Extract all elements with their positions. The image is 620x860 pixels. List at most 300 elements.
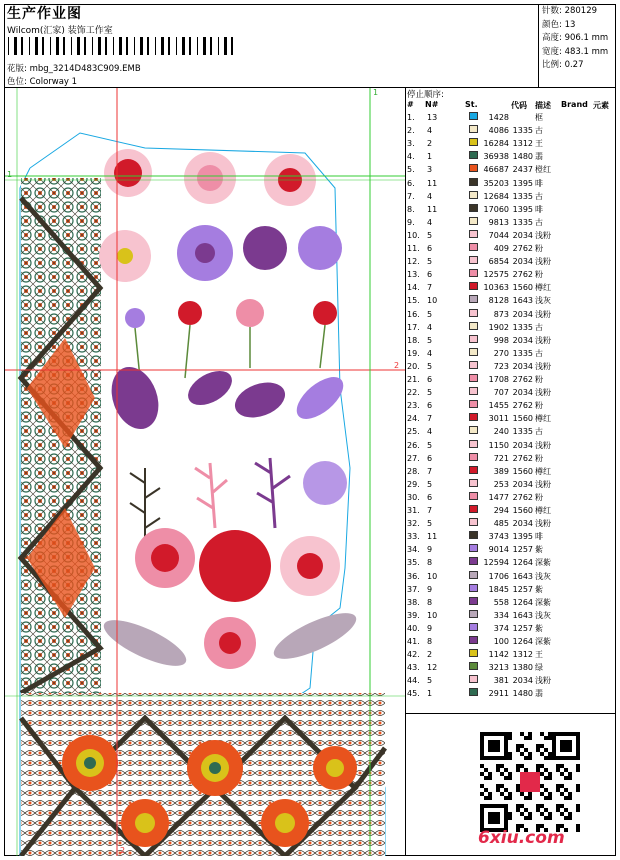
stop-index: 28. <box>407 466 420 476</box>
stop-row <box>407 531 615 542</box>
thread-desc: 古 <box>535 348 543 358</box>
stop-index: 1. <box>407 113 415 122</box>
color-swatch <box>469 374 478 382</box>
stop-row <box>407 505 615 516</box>
needle-number: 3 <box>427 165 433 175</box>
thread-code: 2762 <box>512 492 533 502</box>
stop-row <box>407 204 615 215</box>
stop-index: 20. <box>407 361 420 371</box>
thread-code: 2762 <box>512 375 533 384</box>
stitch-count: 12684 <box>483 191 509 201</box>
page-title: 生产作业图 <box>7 6 82 22</box>
stop-index: 45. <box>407 689 420 699</box>
stop-index: 14. <box>407 283 420 293</box>
color-swatch <box>469 361 478 369</box>
stitch-count: 294 <box>493 506 509 515</box>
needle-number: 13 <box>427 113 438 122</box>
needle-number: 5 <box>427 309 433 319</box>
stitch-count: 7044 <box>488 230 509 240</box>
design-scale: 比例: 0.27 <box>542 60 584 70</box>
thread-desc: 古 <box>535 126 543 136</box>
stitch-count: 12575 <box>483 270 509 280</box>
thread-code: 2762 <box>512 270 533 280</box>
stop-index: 4. <box>407 152 415 162</box>
color-swatch <box>469 256 478 264</box>
thread-desc: 啡 <box>535 204 543 214</box>
thread-code: 1264 <box>512 558 533 568</box>
needle-number: 5 <box>427 257 433 267</box>
thread-desc: 樽红 <box>535 414 551 424</box>
stops-title: 停止顺序: <box>407 90 444 100</box>
color-swatch <box>469 662 478 670</box>
stitch-count: 46687 <box>483 165 509 175</box>
thread-desc: 浅粉 <box>535 676 551 686</box>
stop-row <box>407 256 615 267</box>
stop-row <box>407 649 615 660</box>
color-swatch <box>469 597 478 605</box>
stop-index: 24. <box>407 414 420 424</box>
stitch-count: 3011 <box>488 414 509 424</box>
color-swatch <box>469 400 478 408</box>
stop-index: 38. <box>407 597 420 607</box>
color-swatch <box>469 112 478 120</box>
color-swatch <box>469 492 478 500</box>
needle-number: 5 <box>427 388 433 398</box>
thread-code: 1643 <box>512 296 533 306</box>
stop-index: 15. <box>407 296 420 306</box>
color-swatch <box>469 164 478 172</box>
needle-number: 10 <box>427 610 438 620</box>
stop-index: 41. <box>407 637 420 646</box>
thread-code: 2034 <box>512 388 533 398</box>
thread-desc: 樽红 <box>535 506 551 515</box>
thread-code: 1560 <box>512 466 533 476</box>
color-swatch <box>469 571 478 579</box>
color-swatch <box>469 623 478 631</box>
company-name: Wilcom(汇家) 装饰工作室 <box>7 26 113 36</box>
stop-index: 30. <box>407 492 420 502</box>
stitch-count: 6854 <box>488 257 509 267</box>
stitch-count: 721 <box>493 453 509 463</box>
needle-number: 7 <box>427 466 433 476</box>
thread-code: 2034 <box>512 479 533 489</box>
stitch-count: 1428 <box>488 113 509 122</box>
color-swatch <box>469 387 478 395</box>
stop-index: 42. <box>407 650 420 660</box>
col-desc: 描述 <box>535 101 551 110</box>
col-brand: Brand <box>561 100 588 109</box>
thread-code: 1560 <box>512 283 533 293</box>
thread-desc: 紫 <box>535 584 543 594</box>
thread-desc: 紫 <box>535 623 543 633</box>
stop-row <box>407 230 615 241</box>
color-swatch <box>469 348 478 356</box>
needle-number: 5 <box>427 335 433 345</box>
thread-desc: 浅粉 <box>535 335 551 345</box>
stop-row <box>407 636 615 647</box>
thread-code: 1312 <box>512 650 533 660</box>
stop-row <box>407 269 615 280</box>
thread-code: 2034 <box>512 335 533 345</box>
stop-row <box>407 492 615 503</box>
thread-code: 1257 <box>512 545 533 555</box>
color-swatch <box>469 584 478 592</box>
needle-number: 9 <box>427 623 433 633</box>
color-swatch <box>469 191 478 199</box>
col-stitches: St. <box>465 100 478 109</box>
thread-code: 1560 <box>512 506 533 515</box>
stitch-count: 1150 <box>488 440 509 450</box>
stop-row <box>407 675 615 686</box>
color-swatch <box>469 295 478 303</box>
stop-row <box>407 178 615 189</box>
stitch-count: 1708 <box>488 375 509 384</box>
needle-number: 6 <box>427 375 433 384</box>
thread-desc: 粉 <box>535 270 543 280</box>
marker-mid-right: 2 <box>394 361 400 370</box>
needle-number: 5 <box>427 479 433 489</box>
stitch-count: 针数: 280129 <box>542 6 598 16</box>
needle-number: 5 <box>427 230 433 240</box>
stop-index: 10. <box>407 230 420 240</box>
stop-row <box>407 440 615 451</box>
color-swatch <box>469 505 478 513</box>
stop-index: 7. <box>407 191 415 201</box>
marker-top-right: 1 <box>373 88 379 97</box>
stitch-count: 389 <box>493 466 509 476</box>
thread-code: 1264 <box>512 597 533 607</box>
stitch-count: 36938 <box>483 152 509 162</box>
stop-index: 2. <box>407 126 415 136</box>
thread-desc: 翡 <box>535 152 543 162</box>
thread-desc: 啡 <box>535 532 543 542</box>
thread-code: 1264 <box>512 637 533 646</box>
stop-index: 26. <box>407 440 420 450</box>
needle-number: 6 <box>427 244 433 253</box>
stop-row <box>407 466 615 477</box>
needle-number: 5 <box>427 676 433 686</box>
stitch-count: 1455 <box>488 401 509 411</box>
color-swatch <box>469 204 478 212</box>
thread-desc: 王 <box>535 139 543 149</box>
stitch-count: 1477 <box>488 492 509 502</box>
stop-row <box>407 400 615 411</box>
stop-row <box>407 243 615 254</box>
stop-row <box>407 479 615 490</box>
stop-index: 31. <box>407 506 420 515</box>
needle-number: 1 <box>427 152 433 162</box>
barcode <box>8 37 238 55</box>
color-swatch <box>469 178 478 186</box>
color-swatch <box>469 440 478 448</box>
needle-number: 2 <box>427 139 433 149</box>
thread-code: 1257 <box>512 623 533 633</box>
thread-desc: 深紫 <box>535 597 551 607</box>
stitch-count: 4086 <box>488 126 509 136</box>
color-swatch <box>469 557 478 565</box>
thread-code: 2034 <box>512 361 533 371</box>
thread-code: 1335 <box>512 191 533 201</box>
thread-code: 1560 <box>512 414 533 424</box>
stop-index: 44. <box>407 676 420 686</box>
color-swatch <box>469 230 478 238</box>
stop-index: 36. <box>407 571 420 581</box>
thread-code: 1480 <box>512 152 533 162</box>
stitch-count: 334 <box>493 610 509 620</box>
color-swatch <box>469 688 478 696</box>
needle-number: 6 <box>427 270 433 280</box>
stitch-count: 381 <box>493 676 509 686</box>
color-swatch <box>469 544 478 552</box>
color-swatch <box>469 335 478 343</box>
needle-number: 11 <box>427 532 438 542</box>
stitch-count: 3213 <box>488 663 509 673</box>
stitch-count: 9813 <box>488 217 509 227</box>
stop-row <box>407 295 615 306</box>
thread-code: 2034 <box>512 230 533 240</box>
thread-code: 1480 <box>512 689 533 699</box>
col-element: 元素 <box>593 101 609 110</box>
stop-row <box>407 610 615 621</box>
thread-desc: 粉 <box>535 375 543 384</box>
stitch-count: 12594 <box>483 558 509 568</box>
needle-number: 7 <box>427 414 433 424</box>
thread-code: 1335 <box>512 126 533 136</box>
stop-row <box>407 348 615 359</box>
stop-row <box>407 112 615 123</box>
stop-index: 8. <box>407 204 415 214</box>
needle-number: 10 <box>427 296 438 306</box>
thread-desc: 浅粉 <box>535 257 551 267</box>
color-swatch <box>469 675 478 683</box>
stop-row <box>407 335 615 346</box>
file-name: mbg_3214D483C909.EMB <box>29 64 141 74</box>
col-needle: N# <box>425 100 439 109</box>
stitch-count: 1142 <box>488 650 509 660</box>
color-swatch <box>469 309 478 317</box>
stop-row <box>407 191 615 202</box>
stop-row <box>407 518 615 529</box>
stitch-count: 374 <box>493 623 509 633</box>
color-swatch <box>469 138 478 146</box>
thread-desc: 粉 <box>535 244 543 253</box>
design-preview <box>5 88 405 856</box>
needle-number: 5 <box>427 519 433 529</box>
stop-index: 27. <box>407 453 420 463</box>
stop-row <box>407 361 615 372</box>
thread-code: 2437 <box>512 165 533 175</box>
needle-number: 9 <box>427 545 433 555</box>
thread-desc: 框 <box>535 113 543 122</box>
color-swatch <box>469 531 478 539</box>
stop-row <box>407 557 615 568</box>
stitch-count: 3743 <box>488 532 509 542</box>
color-swatch <box>469 636 478 644</box>
thread-code: 2034 <box>512 519 533 529</box>
thread-desc: 浅粉 <box>535 479 551 489</box>
qr-code <box>480 732 580 832</box>
thread-code: 1380 <box>512 663 533 673</box>
thread-desc: 古 <box>535 217 543 227</box>
thread-desc: 浅灰 <box>535 571 551 581</box>
thread-code: 2762 <box>512 244 533 253</box>
stop-index: 5. <box>407 165 415 175</box>
stitch-count: 707 <box>493 388 509 398</box>
stop-index: 40. <box>407 623 420 633</box>
needle-number: 4 <box>427 427 433 437</box>
stop-row <box>407 322 615 333</box>
stitch-count: 409 <box>493 244 509 253</box>
stop-row <box>407 387 615 398</box>
marker-top-left: 1 <box>7 170 13 179</box>
stop-index: 9. <box>407 217 415 227</box>
thread-desc: 浅粉 <box>535 230 551 240</box>
thread-code: 1335 <box>512 348 533 358</box>
stop-index: 22. <box>407 388 420 398</box>
stop-index: 11. <box>407 244 420 253</box>
stop-index: 3. <box>407 139 415 149</box>
stitch-count: 8128 <box>488 296 509 306</box>
thread-desc: 浅粉 <box>535 440 551 450</box>
thread-code: 2762 <box>512 453 533 463</box>
stitch-count: 485 <box>493 519 509 529</box>
thread-desc: 浅粉 <box>535 519 551 529</box>
stop-row <box>407 138 615 149</box>
color-swatch <box>469 466 478 474</box>
colorway-line: 色位: Colorway 1 <box>7 77 78 87</box>
thread-desc: 橙红 <box>535 165 551 175</box>
stop-row <box>407 453 615 464</box>
thread-desc: 浅粉 <box>535 309 551 319</box>
stop-index: 17. <box>407 322 420 332</box>
stop-index: 25. <box>407 427 420 437</box>
stitch-count: 35203 <box>483 178 509 188</box>
thread-code: 1643 <box>512 610 533 620</box>
stop-index: 16. <box>407 309 420 319</box>
stitch-count: 873 <box>493 309 509 319</box>
color-swatch <box>469 413 478 421</box>
stitch-count: 253 <box>493 479 509 489</box>
color-swatch <box>469 151 478 159</box>
stitch-count: 270 <box>493 348 509 358</box>
colorway-name: Colorway 1 <box>29 77 78 87</box>
needle-number: 6 <box>427 492 433 502</box>
thread-desc: 浅灰 <box>535 296 551 306</box>
stop-index: 34. <box>407 545 420 555</box>
stop-row <box>407 217 615 228</box>
stitch-count: 10363 <box>483 283 509 293</box>
thread-code: 1395 <box>512 204 533 214</box>
needle-number: 4 <box>427 322 433 332</box>
thread-desc: 浅粉 <box>535 388 551 398</box>
color-swatch <box>469 125 478 133</box>
thread-code: 2034 <box>512 440 533 450</box>
stop-index: 29. <box>407 479 420 489</box>
color-swatch <box>469 426 478 434</box>
stop-row <box>407 662 615 673</box>
thread-desc: 古 <box>535 191 543 201</box>
needle-number: 9 <box>427 584 433 594</box>
needle-number: 4 <box>427 217 433 227</box>
stop-row <box>407 571 615 582</box>
needle-number: 2 <box>427 650 433 660</box>
stitch-count: 240 <box>493 427 509 437</box>
stitch-count: 1706 <box>488 571 509 581</box>
needle-number: 10 <box>427 571 438 581</box>
file-line: 花版: mbg_3214D483C909.EMB <box>7 64 141 74</box>
stitch-count: 998 <box>493 335 509 345</box>
stop-index: 23. <box>407 401 420 411</box>
color-swatch <box>469 269 478 277</box>
stop-row <box>407 597 615 608</box>
design-width: 宽度: 483.1 mm <box>542 46 609 57</box>
needle-number: 11 <box>427 204 438 214</box>
stop-index: 18. <box>407 335 420 345</box>
thread-code: 1257 <box>512 584 533 594</box>
thread-desc: 古 <box>535 322 543 332</box>
stitch-count: 9014 <box>488 545 509 555</box>
stop-index: 12. <box>407 257 420 267</box>
thread-desc: 绿 <box>535 663 543 673</box>
thread-code: 1335 <box>512 427 533 437</box>
needle-number: 12 <box>427 663 438 673</box>
stop-row <box>407 309 615 320</box>
thread-code: 1395 <box>512 532 533 542</box>
needle-number: 7 <box>427 506 433 515</box>
needle-number: 6 <box>427 401 433 411</box>
stitch-count: 1902 <box>488 322 509 332</box>
thread-code: 2034 <box>512 309 533 319</box>
design-height: 高度: 906.1 mm <box>542 33 609 43</box>
col-num: # <box>407 100 414 109</box>
needle-number: 4 <box>427 348 433 358</box>
color-swatch <box>469 322 478 330</box>
stop-index: 6. <box>407 178 415 188</box>
watermark: 6xiu.com <box>478 828 565 848</box>
stop-row <box>407 164 615 175</box>
stop-row <box>407 413 615 424</box>
marker-bottom: 2 <box>120 846 126 855</box>
stitch-count: 17060 <box>483 204 509 214</box>
stop-index: 39. <box>407 610 420 620</box>
color-swatch <box>469 217 478 225</box>
stop-row <box>407 151 615 162</box>
stop-index: 13. <box>407 270 420 280</box>
stop-index: 43. <box>407 663 420 673</box>
thread-code: 1643 <box>512 571 533 581</box>
needle-number: 8 <box>427 558 433 568</box>
color-swatch <box>469 282 478 290</box>
thread-code: 1335 <box>512 217 533 227</box>
thread-desc: 古 <box>535 427 543 437</box>
thread-code: 1335 <box>512 322 533 332</box>
needle-number: 11 <box>427 178 438 188</box>
thread-desc: 王 <box>535 650 543 660</box>
stops-header <box>407 100 615 111</box>
color-swatch <box>469 649 478 657</box>
thread-desc: 樽红 <box>535 283 551 293</box>
stop-row <box>407 282 615 293</box>
color-swatch <box>469 518 478 526</box>
thread-code: 2762 <box>512 401 533 411</box>
thread-desc: 粉 <box>535 401 543 411</box>
thread-code: 2034 <box>512 257 533 267</box>
stop-row <box>407 584 615 595</box>
stop-index: 32. <box>407 519 420 529</box>
stitch-count: 100 <box>493 637 509 646</box>
color-swatch <box>469 610 478 618</box>
thread-code: 2034 <box>512 676 533 686</box>
